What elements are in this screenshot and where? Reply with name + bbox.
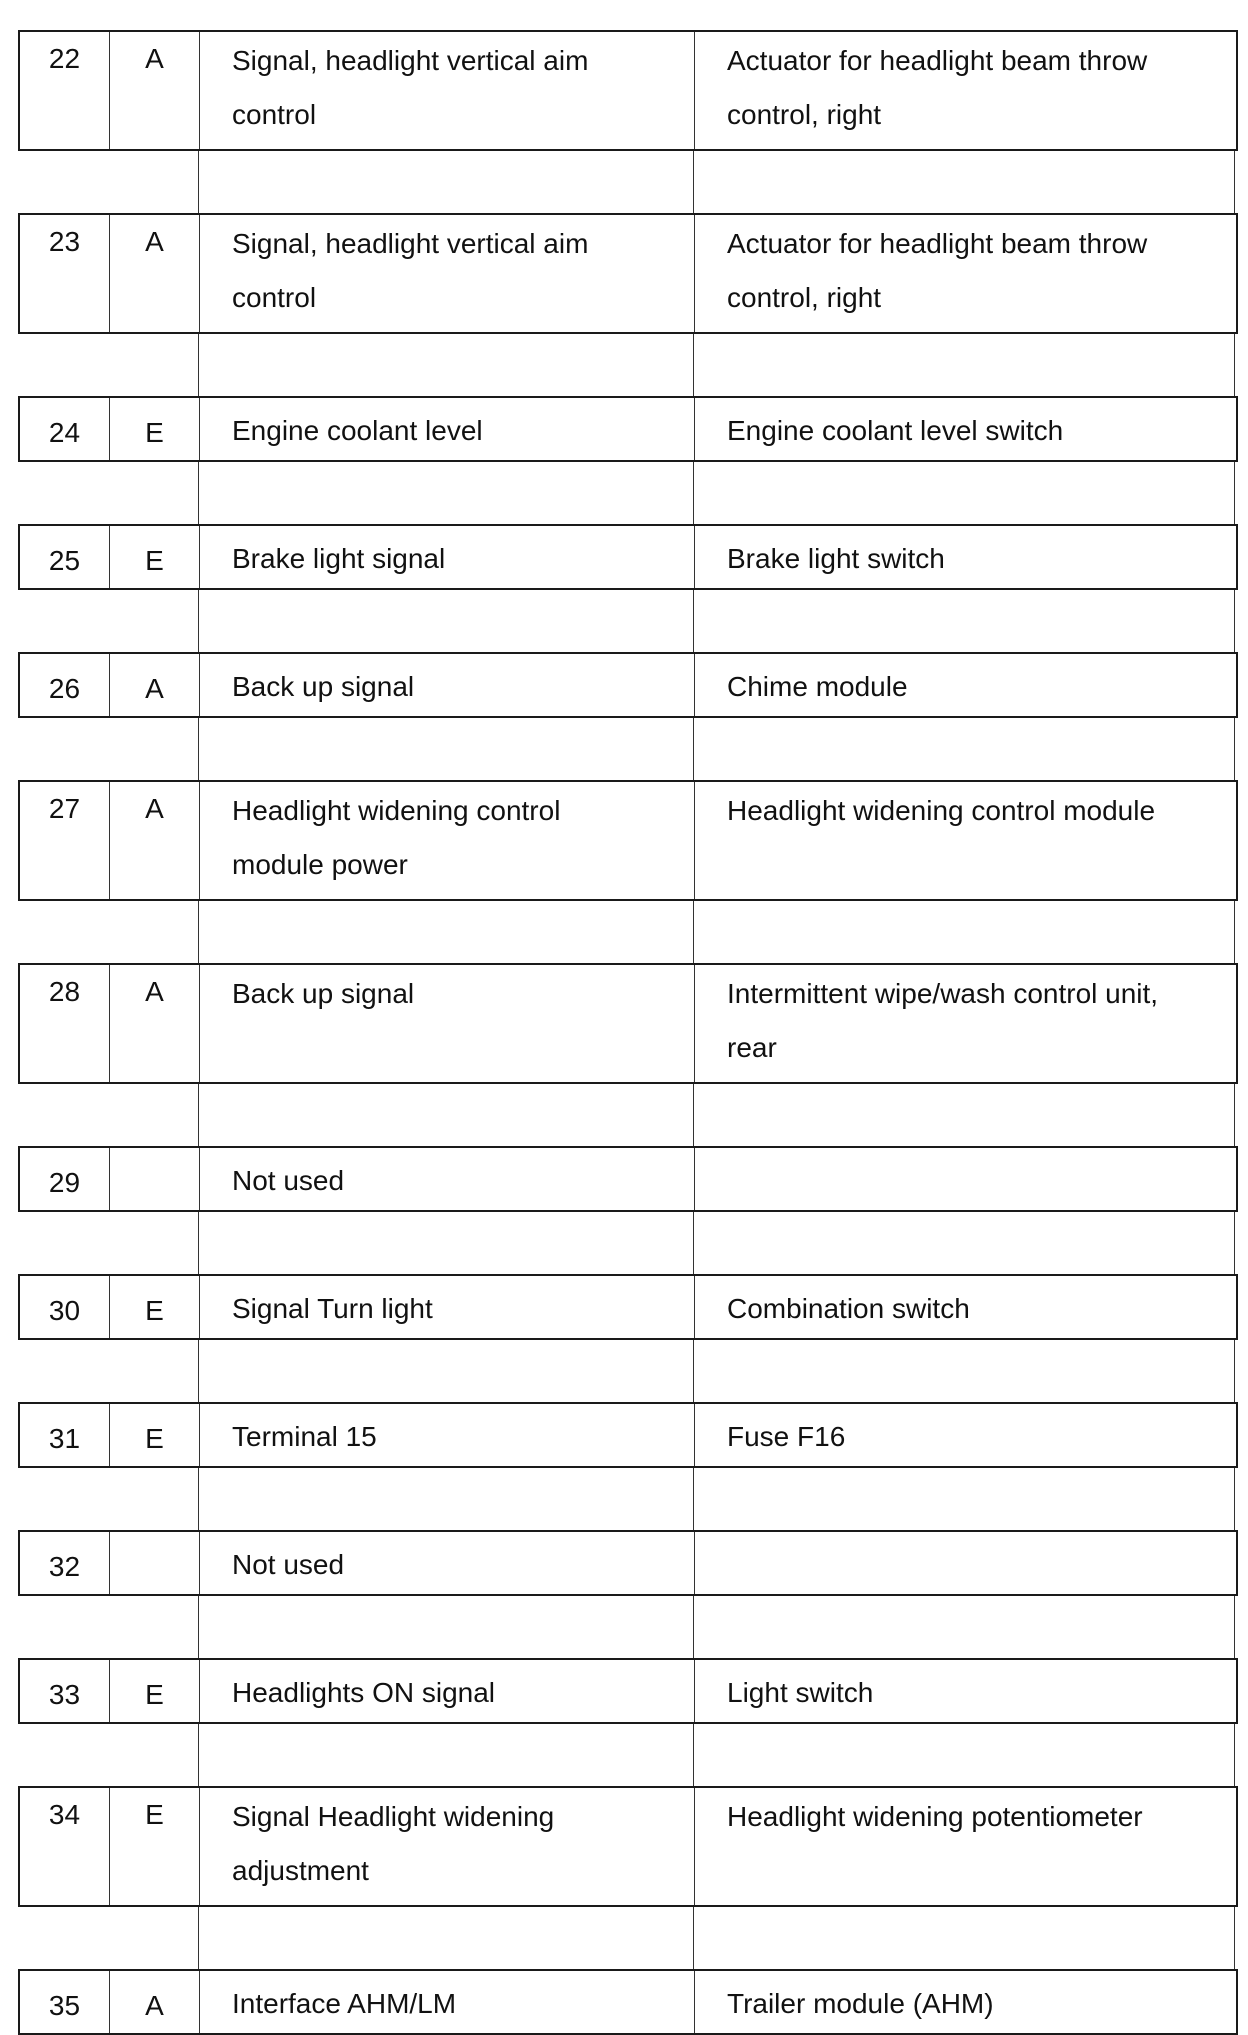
component-cell-line: Trailer module (AHM)	[727, 1988, 994, 2019]
component-cell-line: Combination switch	[727, 1293, 970, 1324]
spacer-row	[18, 1724, 1238, 1786]
pin-type-cell: E	[110, 1660, 200, 1722]
component-cell-line: Brake light switch	[727, 543, 945, 574]
column-rule	[198, 1468, 199, 1530]
signal-description-cell	[200, 398, 695, 460]
component-cell	[695, 1788, 1236, 1905]
signal-description-cell-line: Headlights ON signal	[232, 1677, 496, 1708]
table-row	[18, 1274, 1238, 1340]
spacer-row	[18, 1907, 1238, 1969]
signal-description-cell-line: control	[232, 282, 317, 313]
column-rule	[198, 901, 199, 963]
signal-description-cell-line: Interface AHM/LM	[232, 1988, 457, 2019]
component-cell	[695, 32, 1236, 149]
column-rule	[693, 462, 694, 524]
column-rule	[1234, 151, 1235, 213]
column-rule	[1234, 462, 1235, 524]
signal-description-cell	[200, 32, 695, 149]
pin-number-cell: 29	[20, 1148, 110, 1210]
component-cell	[695, 215, 1236, 332]
table-row	[18, 1786, 1238, 1907]
pin-type-cell: A	[110, 215, 200, 332]
signal-description-cell	[200, 1971, 695, 2033]
pin-number-cell: 22	[20, 32, 110, 149]
column-rule	[693, 1907, 694, 1969]
column-rule	[198, 1340, 199, 1402]
column-rule	[198, 718, 199, 780]
pin-number-cell: 33	[20, 1660, 110, 1722]
pin-type-cell: E	[110, 526, 200, 588]
signal-description-cell	[200, 1532, 695, 1594]
column-rule	[693, 151, 694, 213]
table-row	[18, 1530, 1238, 1596]
pin-type-cell: E	[110, 1276, 200, 1338]
component-cell-line: Intermittent wipe/wash control unit,	[727, 978, 1159, 1009]
pin-number-cell: 31	[20, 1404, 110, 1466]
component-cell	[695, 1276, 1236, 1338]
table-row	[18, 30, 1238, 151]
pin-number-cell: 26	[20, 654, 110, 716]
signal-description-cell-line: Terminal 15	[232, 1421, 377, 1452]
column-rule	[1234, 334, 1235, 396]
signal-description-cell	[200, 965, 695, 1082]
signal-description-cell-line: Headlight widening control	[232, 795, 561, 826]
signal-description-cell	[200, 1148, 695, 1210]
column-rule	[1234, 590, 1235, 652]
spacer-row	[18, 151, 1238, 213]
signal-description-cell	[200, 1660, 695, 1722]
spacer-row	[18, 901, 1238, 963]
column-rule	[693, 1468, 694, 1530]
spacer-row	[18, 462, 1238, 524]
component-cell-line: control, right	[727, 99, 882, 130]
pin-type-cell: E	[110, 1404, 200, 1466]
signal-description-cell-line: Signal Turn light	[232, 1293, 433, 1324]
pin-type-cell: E	[110, 398, 200, 460]
signal-description-cell-line: Back up signal	[232, 671, 415, 702]
column-rule	[1234, 1340, 1235, 1402]
column-rule	[1234, 1596, 1235, 1658]
table-row	[18, 524, 1238, 590]
table-row	[18, 963, 1238, 1084]
column-rule	[198, 1596, 199, 1658]
signal-description-cell-line: Not used	[232, 1165, 345, 1196]
signal-description-cell-line: Not used	[232, 1549, 345, 1580]
spacer-row	[18, 590, 1238, 652]
column-rule	[198, 462, 199, 524]
column-rule	[1234, 1724, 1235, 1786]
column-rule	[198, 1724, 199, 1786]
component-cell-line: Actuator for headlight beam throw	[727, 228, 1148, 259]
component-cell	[695, 1971, 1236, 2033]
spacer-row	[18, 1596, 1238, 1658]
component-cell	[695, 782, 1236, 899]
signal-description-cell	[200, 215, 695, 332]
column-rule	[198, 1907, 199, 1969]
component-cell	[695, 1532, 1236, 1594]
spacer-row	[18, 1340, 1238, 1402]
column-rule	[1234, 718, 1235, 780]
signal-description-cell-line: Signal Headlight widening	[232, 1801, 555, 1832]
signal-description-cell	[200, 1276, 695, 1338]
pin-number-cell: 34	[20, 1788, 110, 1905]
signal-description-cell-line: Signal, headlight vertical aim	[232, 228, 589, 259]
table-row	[18, 1402, 1238, 1468]
signal-description-cell	[200, 1404, 695, 1466]
spacer-row	[18, 334, 1238, 396]
spacer-row	[18, 718, 1238, 780]
spacer-row	[18, 1084, 1238, 1146]
column-rule	[1234, 1084, 1235, 1146]
column-rule	[198, 1084, 199, 1146]
component-cell-line: rear	[727, 1032, 777, 1063]
signal-description-cell-line: Back up signal	[232, 978, 415, 1009]
pin-type-cell: A	[110, 654, 200, 716]
pin-number-cell: 32	[20, 1532, 110, 1594]
component-cell-line: Engine coolant level switch	[727, 415, 1064, 446]
pin-number-cell: 27	[20, 782, 110, 899]
column-rule	[1234, 1212, 1235, 1274]
column-rule	[198, 151, 199, 213]
component-cell-line: Fuse F16	[727, 1421, 846, 1452]
component-cell	[695, 1660, 1236, 1722]
signal-description-cell-line: Engine coolant level	[232, 415, 483, 446]
pin-assignment-table	[18, 30, 1238, 2035]
table-row	[18, 213, 1238, 334]
pin-type-cell	[110, 1148, 200, 1210]
column-rule	[693, 1596, 694, 1658]
pin-number-cell: 28	[20, 965, 110, 1082]
signal-description-cell	[200, 526, 695, 588]
spacer-row	[18, 1468, 1238, 1530]
component-cell-line: Headlight widening control module	[727, 795, 1156, 826]
pin-number-cell: 35	[20, 1971, 110, 2033]
column-rule	[693, 1340, 694, 1402]
pin-number-cell: 30	[20, 1276, 110, 1338]
pin-number-cell: 23	[20, 215, 110, 332]
signal-description-cell-line: control	[232, 99, 317, 130]
component-cell-line: Light switch	[727, 1677, 874, 1708]
signal-description-cell	[200, 1788, 695, 1905]
pin-number-cell: 25	[20, 526, 110, 588]
component-cell	[695, 654, 1236, 716]
column-rule	[198, 1212, 199, 1274]
column-rule	[693, 590, 694, 652]
column-rule	[693, 1212, 694, 1274]
signal-description-cell-line: module power	[232, 849, 408, 880]
column-rule	[693, 1084, 694, 1146]
signal-description-cell	[200, 654, 695, 716]
component-cell	[695, 398, 1236, 460]
table-row	[18, 396, 1238, 462]
table-row	[18, 652, 1238, 718]
component-cell	[695, 526, 1236, 588]
pin-number-cell: 24	[20, 398, 110, 460]
pin-type-cell	[110, 1532, 200, 1594]
signal-description-cell	[200, 782, 695, 899]
column-rule	[693, 1724, 694, 1786]
column-rule	[198, 334, 199, 396]
signal-description-cell-line: Signal, headlight vertical aim	[232, 45, 589, 76]
column-rule	[198, 590, 199, 652]
component-cell-line: Actuator for headlight beam throw	[727, 45, 1148, 76]
pin-type-cell: A	[110, 32, 200, 149]
component-cell-line: Chime module	[727, 671, 908, 702]
column-rule	[1234, 1468, 1235, 1530]
signal-description-cell-line: Brake light signal	[232, 543, 446, 574]
table-row	[18, 1146, 1238, 1212]
table-row	[18, 1969, 1238, 2035]
component-cell-line: Headlight widening potentiometer	[727, 1801, 1143, 1832]
column-rule	[1234, 901, 1235, 963]
pin-type-cell: A	[110, 965, 200, 1082]
column-rule	[1234, 1907, 1235, 1969]
table-row	[18, 780, 1238, 901]
signal-description-cell-line: adjustment	[232, 1855, 369, 1886]
column-rule	[693, 901, 694, 963]
pin-type-cell: A	[110, 782, 200, 899]
pin-type-cell: E	[110, 1788, 200, 1905]
table-row	[18, 1658, 1238, 1724]
column-rule	[693, 718, 694, 780]
component-cell	[695, 965, 1236, 1082]
pin-type-cell: A	[110, 1971, 200, 2033]
component-cell	[695, 1404, 1236, 1466]
spacer-row	[18, 1212, 1238, 1274]
component-cell-line: control, right	[727, 282, 882, 313]
component-cell	[695, 1148, 1236, 1210]
column-rule	[693, 334, 694, 396]
